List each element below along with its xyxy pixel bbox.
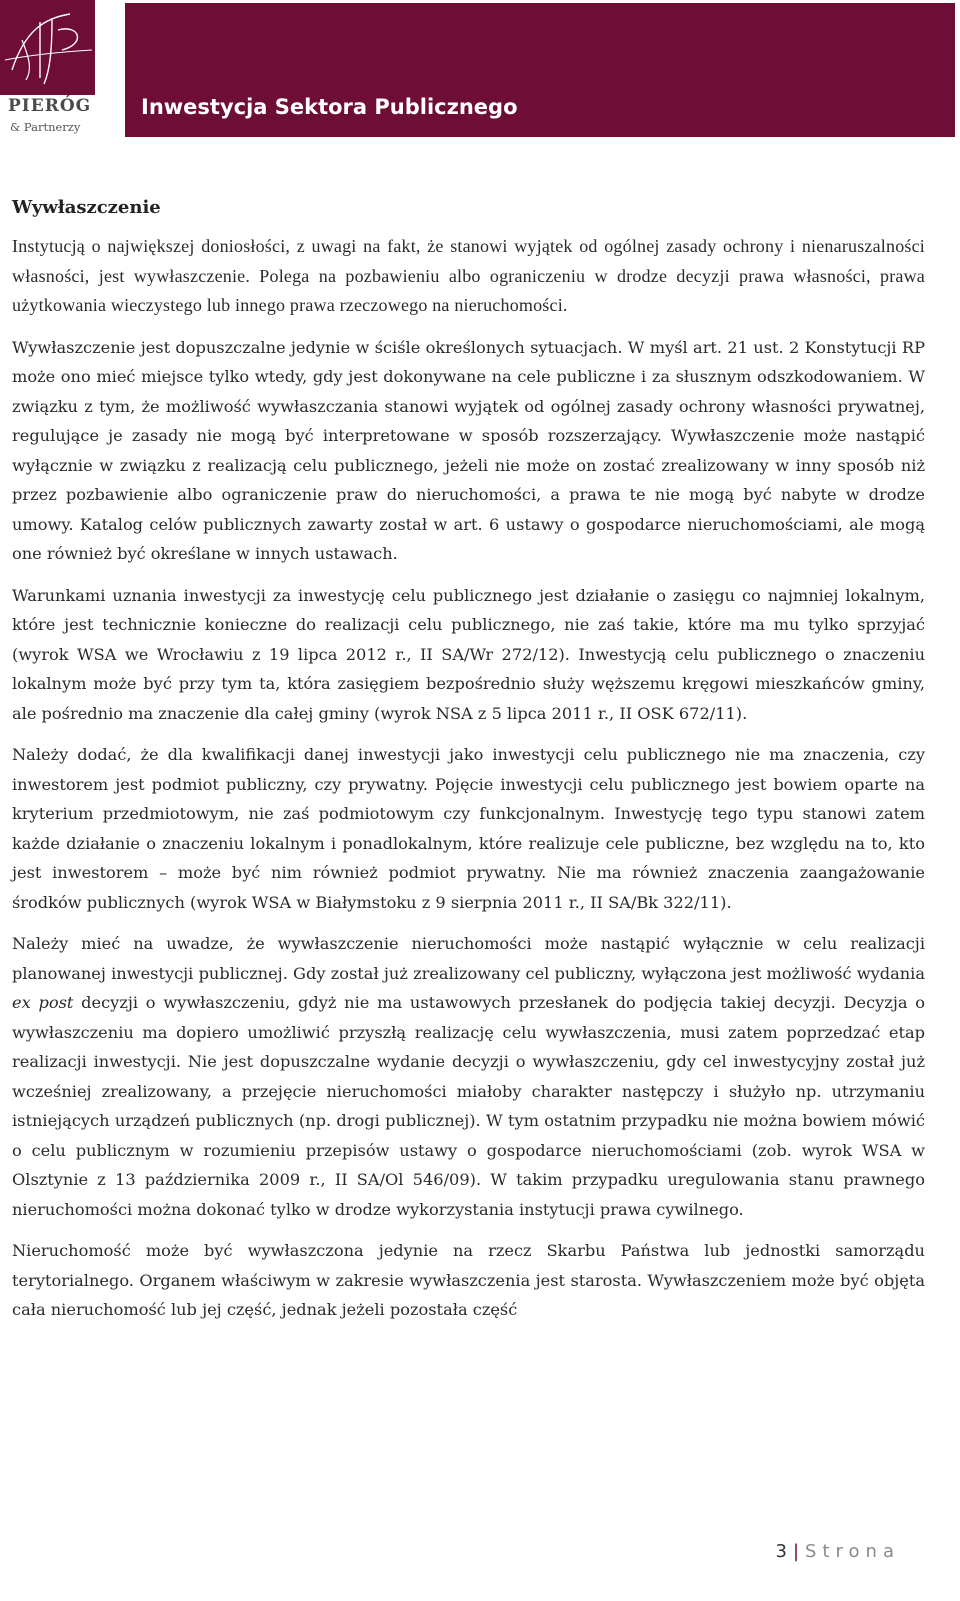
paragraph-text: decyzji o wywłaszczeniu, gdyż nie ma ustawowych przesłanek do podjęcia takiej decyzji. Decyzja o wywłaszczeniu ma dopiero umożliwić przyszłą realizację celu wywłaszczenia, musi zatem poprzedzać etap realizacji inwestycji. Nie jest dopuszczalne wydanie decyzji o wywłaszczeniu, gdy cel inwestycyjny został już wcześniej zrealizowany, a przejęcie nieruchomości miałoby charakter następczy i służyło np. utrzymaniu istniejących urządzeń publicznych (np. drogi publicznej). W tym ostatnim przypadku nie można bowiem mówić o celu publicznym w rozumieniu przepisów ustawy o gospodarce nieruchomościami (zob. wyrok WSA w Olsztynie z 13 października 2009 r., II SA/Ol 546/09). W takim przypadku uregulowania stanu prawnego nieruchomości można dokonać tylko w drodze wykorzystania instytucji prawa cywilnego. <box>12 993 925 1219</box>
section-heading: Wywłaszczenie <box>12 197 161 218</box>
paragraph: Wywłaszczenie jest dopuszczalne jedynie w ściśle określonych sytuacjach. W myśl art. 21 ust. 2 Konstytucji RP może ono mieć miejsce tylko wtedy, gdy jest dokonywane na cele publiczne i za słusznym odszkodowaniem. W związku z tym, że możliwość wywłaszczania stanowi wyjątek od ogólnej zasady ochrony własności prywatnej, regulujące je zasady nie mogą być interpretowane w sposób rozszerzający. Wywłaszczenie może nastąpić wyłącznie w związku z realizacją celu publicznego, jeżeli nie może on zostać zrealizowany w inny sposób niż przez pozbawienie albo ograniczenie praw do nieruchomości, a prawa te nie mogą być nabyte w drodze umowy. Katalog celów publicznych zawarty został w art. 6 ustawy o gospodarce nieruchomościami, ale mogą one również być określane w innych ustawach. <box>12 337 925 563</box>
page-word: Strona <box>805 1541 900 1562</box>
logo-subtitle: & Partnerzy <box>10 120 81 134</box>
italic-term: ex post <box>12 993 74 1012</box>
page-footer <box>776 1541 900 1562</box>
paragraph-text: Należy mieć na uwadze, że wywłaszczenie nieruchomości może nastąpić wyłącznie w celu realizacji planowanej inwestycji publicznej. Gdy został już zrealizowany cel publiczny, wyłączona jest możliwość wydania <box>12 934 925 983</box>
paragraph: Instytucją o największej doniosłości, z uwagi na fakt, że stanowi wyjątek od ogólnej zasady ochrony i nienaruszalności własności, jest wywłaszczenie. Polega na pozbawieniu albo ograniczeniu w drodze decyzji prawa własności, prawa użytkowania wieczystego lub innego prawa rzeczowego na nieruchomości. <box>12 236 925 315</box>
page-number: 3 <box>775 1541 787 1562</box>
paragraph: Warunkami uznania inwestycji za inwestycję celu publicznego jest działanie o zasięgu co najmniej lokalnym, które jest technicznie konieczne do realizacji celu publicznego, nie zaś takie, które ma mu tylko sprzyjać (wyrok WSA we Wrocławiu z 19 lipca 2012 r., II SA/Wr 272/12). Inwestycją celu publicznego o znaczeniu lokalnym może być przy tym ta, która zasięgiem bezpośrednio służy węższemu kręgowi mieszkańców gminy, ale pośrednio ma znaczenie dla całej gminy (wyrok NSA z 5 lipca 2011 r., II OSK 672/11). <box>12 585 925 723</box>
document-title: Inwestycja Sektora Publicznego <box>141 95 518 119</box>
paragraph <box>12 929 925 1224</box>
footer-separator: | <box>792 1541 800 1562</box>
logo-name: PIERÓG <box>8 96 92 116</box>
title-bar <box>125 3 955 137</box>
logo-mark-icon <box>0 0 95 95</box>
page-header <box>0 0 960 140</box>
document-body <box>12 197 925 1337</box>
paragraph: Nieruchomość może być wywłaszczona jedynie na rzecz Skarbu Państwa lub jednostki samorządu terytorialnego. Organem właściwym w zakresie wywłaszczenia jest starosta. Wywłaszczeniem może być objęta cała nieruchomość lub jej część, jednak jeżeli pozostała część <box>12 1241 925 1319</box>
paragraph: Należy dodać, że dla kwalifikacji danej inwestycji jako inwestycji celu publicznego nie ma znaczenia, czy inwestorem jest podmiot publiczny, czy prywatny. Pojęcie inwestycji celu publicznego jest bowiem oparte na kryterium przedmiotowym, nie zaś podmiotowym czy funkcjonalnym. Inwestycję tego typu stanowi zatem każde działanie o znaczeniu lokalnym i ponadlokalnym, które realizuje cele publiczne, bez względu na to, kto jest inwestorem – może być nim również podmiot prywatny. Nie ma również znaczenia zaangażowanie środków publicznych (wyrok WSA w Białymstoku z 9 sierpnia 2011 r., II SA/Bk 322/11). <box>12 745 925 912</box>
company-logo <box>0 0 96 140</box>
